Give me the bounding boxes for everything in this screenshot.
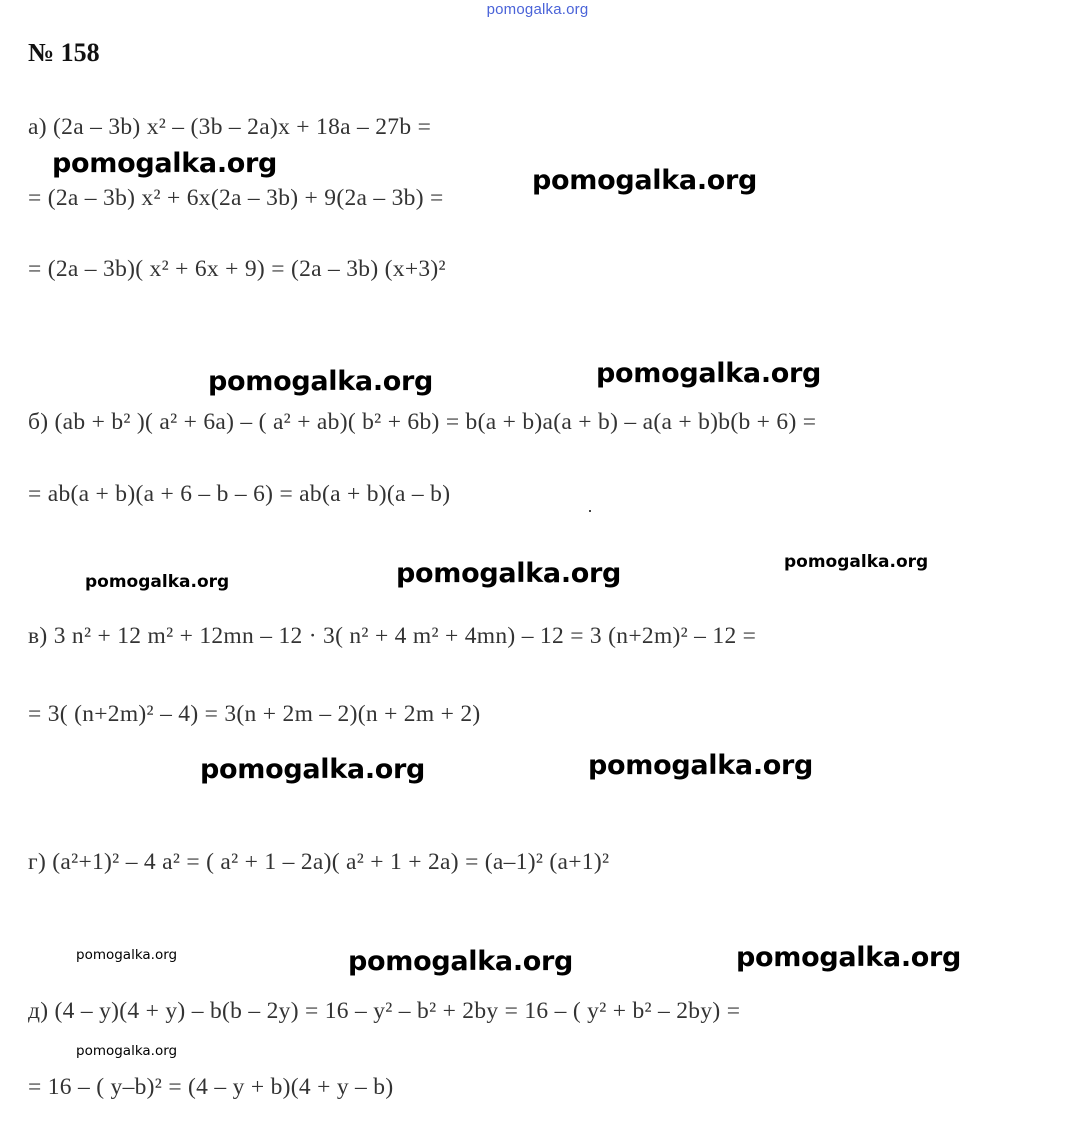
watermark: pomogalka.org: [52, 148, 278, 179]
solution-line-d-2: = 16 – ( y–b)² = (4 – y + b)(4 + y – b): [28, 1074, 394, 1100]
solution-line-v-2: = 3( (n+2m)² – 4) = 3(n + 2m – 2)(n + 2m + 2): [28, 701, 481, 727]
watermark: pomogalka.org: [200, 754, 426, 785]
watermark: pomogalka.org: [76, 1043, 178, 1059]
watermark: pomogalka.org: [596, 358, 822, 389]
problem-number: № 158: [28, 38, 100, 67]
watermark: pomogalka.org: [76, 947, 178, 963]
site-link[interactable]: pomogalka.org: [486, 1, 589, 18]
watermark: pomogalka.org: [532, 165, 758, 196]
watermark: pomogalka.org: [784, 552, 929, 572]
watermark: pomogalka.org: [396, 558, 622, 589]
solution-line-a-2: = (2a – 3b) x² + 6x(2a – 3b) + 9(2a – 3b) =: [28, 185, 444, 211]
solution-line-b-2: = ab(a + b)(a + 6 – b – 6) = ab(a + b)(a – b): [28, 481, 451, 507]
solution-line-d-1: д) (4 – y)(4 + y) – b(b – 2y) = 16 – y² – b² + 2by = 16 – ( y² + b² – 2by) =: [28, 998, 741, 1024]
watermark: pomogalka.org: [85, 572, 230, 592]
solution-line-v-1: в) 3 n² + 12 m² + 12mn – 12 · 3( n² + 4 m² + 4mn) – 12 = 3 (n+2m)² – 12 =: [28, 623, 757, 649]
stray-dot: [589, 510, 591, 512]
solution-line-a-3: = (2a – 3b)( x² + 6x + 9) = (2a – 3b) (x+3)²: [28, 256, 446, 282]
solution-line-a-1: а) (2a – 3b) x² – (3b – 2a)x + 18a – 27b =: [28, 114, 432, 140]
solution-line-g-1: г) (a²+1)² – 4 a² = ( a² + 1 – 2a)( a² + 1 + 2a) = (a–1)² (a+1)²: [28, 849, 610, 875]
watermark: pomogalka.org: [588, 750, 814, 781]
watermark: pomogalka.org: [208, 366, 434, 397]
watermark: pomogalka.org: [348, 946, 574, 977]
watermark: pomogalka.org: [736, 942, 962, 973]
solution-line-b-1: б) (ab + b² )( a² + 6a) – ( a² + ab)( b² + 6b) = b(a + b)a(a + b) – a(a + b)b(b + 6) =: [28, 409, 817, 435]
